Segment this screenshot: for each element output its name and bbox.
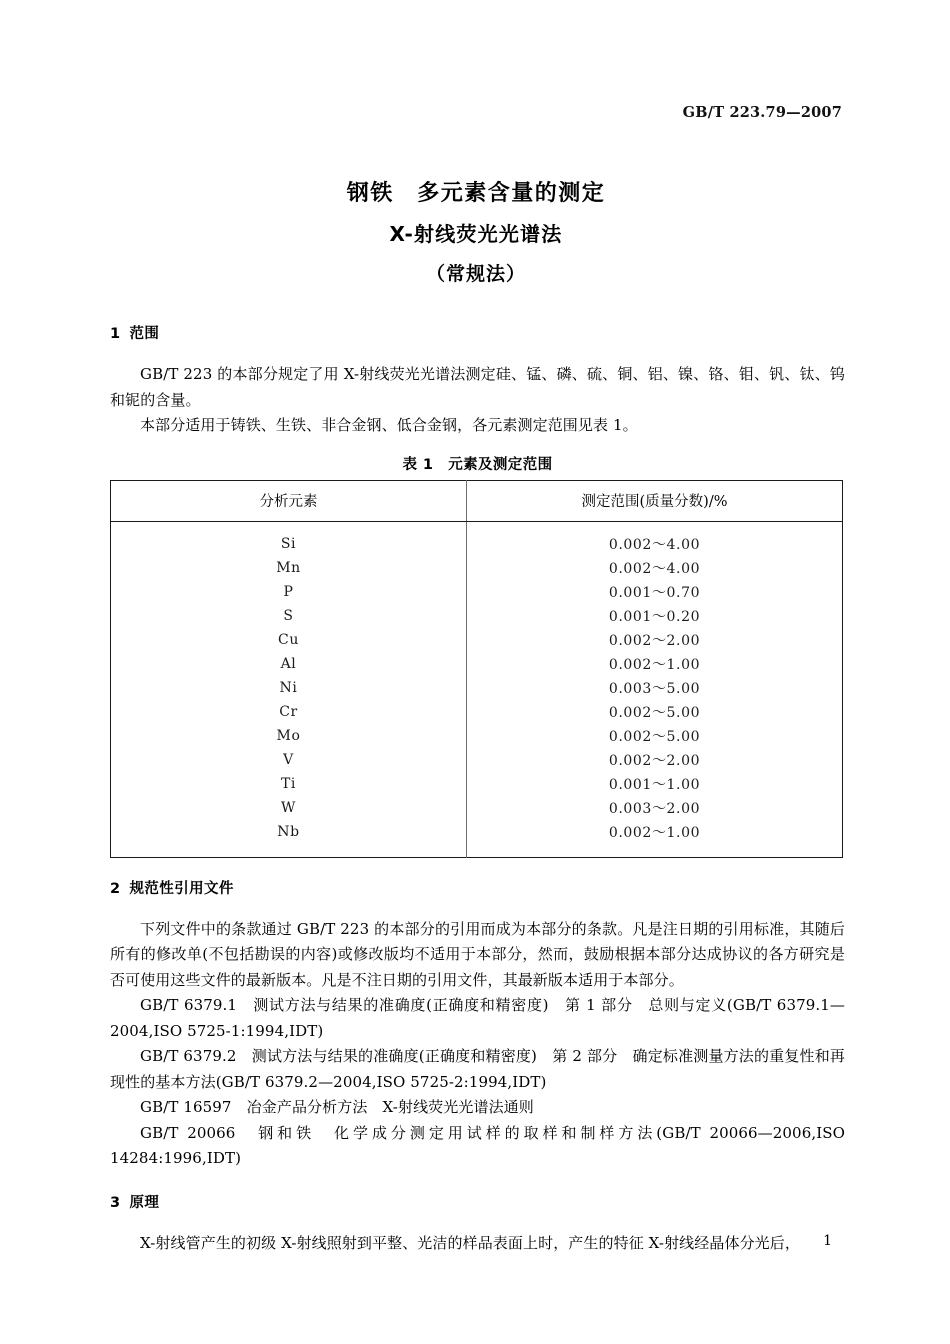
table-row: [111, 580, 843, 604]
table-column-header-element: 分析元素: [111, 480, 467, 521]
page-subtitle-secondary: （常规法）: [425, 263, 526, 285]
cell-range: 0.002～2.00: [608, 633, 701, 649]
cell-element: Al: [111, 652, 467, 676]
cell-range: 0.003～5.00: [608, 681, 701, 697]
cell-element: W: [111, 796, 467, 820]
reference-item: GB/T 6379.2 测试方法与结果的准确度(正确度和精密度) 第 2 部分 确定标准测量方法的重复性和再现性的基本方法(GB/T 6379.2—2004,ISO 5725-2:1994,IDT): [110, 1047, 845, 1091]
cell-element: Ti: [111, 772, 467, 796]
cell-range: 0.002～5.00: [608, 705, 701, 721]
cell-element: Mo: [111, 724, 467, 748]
reference-item: GB/T 16597 冶金产品分析方法 X-射线荧光光谱法通则: [140, 1098, 534, 1116]
cell-element: P: [111, 580, 467, 604]
clause-1-number: 1: [110, 326, 121, 342]
cell-range: 0.002～5.00: [608, 729, 701, 745]
table-body: [111, 521, 843, 857]
cell-element: V: [111, 748, 467, 772]
cell-range: 0.003～2.00: [608, 801, 701, 817]
cell-range: 0.002～1.00: [608, 657, 701, 673]
table-row: [111, 521, 843, 556]
clause-1-heading: [110, 322, 845, 343]
table-row: [111, 604, 843, 628]
cell-range: 0.002～1.00: [608, 825, 701, 841]
table-row: [111, 724, 843, 748]
table-1-caption: 表 1 元素及测定范围: [402, 456, 553, 473]
clause-2-paragraph-1: 下列文件中的条款通过 GB/T 223 的本部分的引用而成为本部分的条款。凡是注日期的引用标准，其随后所有的修改单(不包括勘误的内容)或修改版均不适用于本部分，然而，鼓励根据本部分达成协议的各方研究是否可使用这些文件的最新版本。凡是不注日期的引用文件，其最新版本适用于本部分。: [110, 919, 845, 989]
cell-range: 0.002～2.00: [608, 753, 701, 769]
page-number: 1: [823, 1233, 832, 1249]
reference-item: GB/T 20066 钢和铁 化学成分测定用试样的取样和制样方法(GB/T 20066—2006,ISO 14284:1996,IDT): [110, 1123, 845, 1167]
clause-1-paragraph-1: GB/T 223 的本部分规定了用 X-射线荧光光谱法测定硅、锰、磷、硫、铜、铝、镍、铬、钼、钒、钛、钨和铌的含量。: [110, 365, 845, 409]
cell-element: S: [111, 604, 467, 628]
clause-3-title: 原理: [129, 1194, 160, 1211]
table-row: [111, 748, 843, 772]
clause-2-number: 2: [110, 880, 121, 897]
cell-range: 0.001～1.00: [608, 777, 701, 793]
cell-range: 0.002～4.00: [608, 537, 701, 553]
table-row: [111, 700, 843, 724]
running-header: [110, 104, 842, 121]
table-row: [111, 820, 843, 857]
document-body: [110, 322, 845, 1256]
cell-range: 0.002～4.00: [608, 561, 701, 577]
document-title-block: [110, 178, 842, 290]
page-title: 钢铁 多元素含量的测定: [346, 181, 606, 206]
clause-1-title: 范围: [129, 326, 160, 342]
clause-2-heading: [110, 877, 845, 898]
table-1: [110, 480, 843, 858]
reference-item: GB/T 6379.1 测试方法与结果的准确度(正确度和精密度) 第 1 部分 总则与定义(GB/T 6379.1—2004,ISO 5725-1:1994,IDT): [110, 996, 845, 1040]
clause-3-number: 3: [110, 1194, 121, 1211]
cell-element: Nb: [111, 820, 467, 857]
cell-element: Ni: [111, 676, 467, 700]
page-subtitle: X-射线荧光光谱法: [389, 222, 563, 246]
standard-number: GB/T 223.79—2007: [682, 104, 842, 121]
table-row: [111, 676, 843, 700]
table-row: [111, 556, 843, 580]
table-column-header-range: 测定范围(质量分数)/%: [467, 480, 843, 521]
table-row: [111, 628, 843, 652]
table-row: [111, 652, 843, 676]
cell-element: Mn: [111, 556, 467, 580]
table-header-row: [111, 480, 843, 521]
clause-3-paragraph-1: X-射线管产生的初级 X-射线照射到平整、光洁的样品表面上时，产生的特征 X-射线经晶体分光后，: [140, 1233, 800, 1252]
table-row: [111, 796, 843, 820]
clause-2-title: 规范性引用文件: [129, 880, 234, 897]
table-row: [111, 772, 843, 796]
cell-range: 0.001～0.70: [608, 585, 701, 601]
cell-range: 0.001～0.20: [608, 609, 701, 625]
cell-element: Cu: [111, 628, 467, 652]
clause-1-paragraph-2: 本部分适用于铸铁、生铁、非合金钢、低合金钢，各元素测定范围见表 1。: [140, 416, 638, 434]
clause-3-heading: [110, 1191, 845, 1212]
cell-element: Cr: [111, 700, 467, 724]
cell-element: Si: [111, 521, 467, 556]
